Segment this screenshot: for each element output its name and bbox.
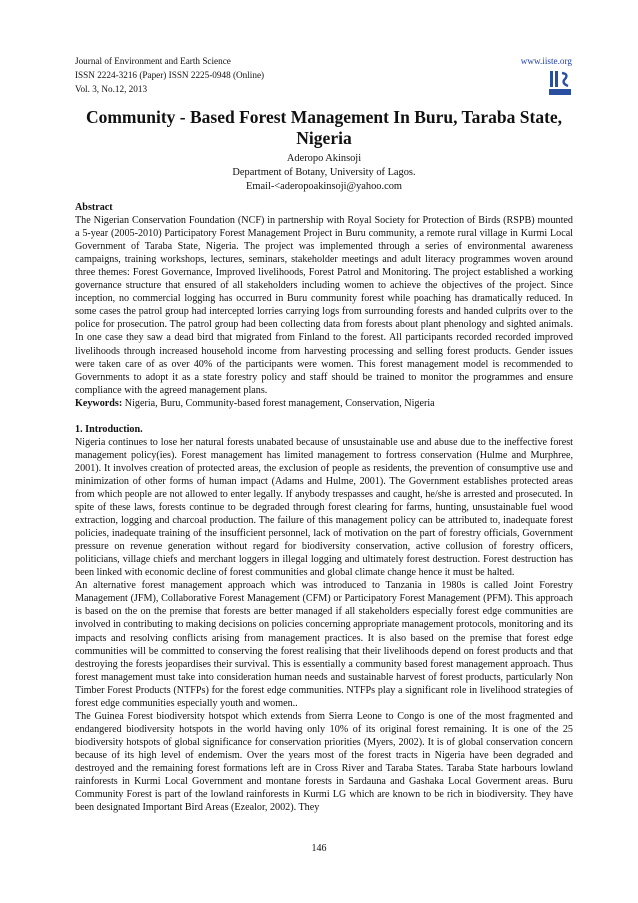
paper-body [75,201,573,814]
title-line-1: Community - Based Forest Management In Buru, Taraba State, [85,107,563,127]
author-name: Aderopo Akinsoji [286,153,362,164]
abstract-text: The Nigerian Conservation Foundation (NCF) in partnership with Royal Society for Protection of Birds (RSPB) mounted a 5-year (2005-2010) Participatory Forest Management Project in Buru community, a remote rural village in Kurmi Local Government of Taraba State, Nigeria. The project was implemented through a series of environmental awareness campaigns, training workshops, lectures, seminars, stakeholder meetings and adult literacy programmes woven around three themes: Forest Governance, Improved livelihoods, Forest Patrol and Monitoring. The project established a working governance structure that ensured of all stakeholders including women to achieve the objectives of the project. Since inception, no commercial logging has occurred in Buru community forest while poaching has dramatically reduced. In some cases the patrol group had intercepted lorries carrying logs from surrounding forests and handed culprits over to the police for prosecution. The patrol group had been collecting data from forests about plant phenology and sighted animals. In one case they saw a dead bird that migrated from Finland to the forest. All participants recorded recorded improved livelihoods through increased household income from harvesting processing and selling forest products. Gender issues were taken care of as over 40% of the participants were women. This forest management model is recommended to Governments to adopt it as a state forestry policy and staff should be trained to monitor the programmes and ensure compliance with the agreed management plans. [75,215,573,396]
keywords-list: Nigeria, Buru, Community-based forest management, Conservation, Nigeria [122,397,435,409]
iiste-logo-icon [548,70,572,96]
intro-paragraph-1: Nigeria continues to lose her natural forests unabated because of unsustainable use and abuse due to the ineffective forest management policy(ies). Forest management has limited management to fortress conservation (Hulme and Murphree, 2001). It involves creation of protected areas, the exclusion of people as residents, the prevention of consumptive use and minimization of other forms of human impact (Adams and Hulme, 2001). The Government establishes protected areas from which people are not allowed to enter legally. If anybody trespasses and caught, he/she is arrested and prosecuted. In spite of these laws, forests continue to be degraded through forest clearing for farms, hunting, unsustainable fuel wood extraction, logging and charcoal production. The failure of this management policy can be attributed to, inadequate forest policies, inadequate training of the insufficient personnel, lack of motivation on the part of forestry officials, Government pressure on revenue generation without regard for biodiversity conservation, active collusion of forestry officers, politicians, village chiefs and merchant loggers in illegal logging and ultimately forest destruction. Forest destruction has been linked with economic decline of forest communities and global climate change hence it must be halted. [75,436,573,579]
intro-paragraph-3: The Guinea Forest biodiversity hotspot which extends from Sierra Leone to Congo is one of the most fragmented and endangered biodiversity hotspots in the world having only 10% of its original forest remaining. It is one of the 25 biodiversity hotspots of global significance for conservation priorities (Myers, 2002). It is of global conservation concern because of its high level of endemism. Over the years most of the forest tracts in Nigeria have been degraded and destroyed and the remaining forest formations left are in Cross River and Taraba States. Taraba State harbours lowland rainforests in Kurmi Local Government and montane forests in Sardauna and Gashaka Local Goverment areas. Buru Community Forest is part of the lowland rainforests in Kurmi LG which are known to be rich in biodiversity. They have been designated Important Bird Areas (Ezealor, 2002). They [75,710,573,814]
paper-title [75,107,573,149]
author-email: Email-<aderopoakinsoji@yahoo.com [246,181,402,192]
title-line-2: Nigeria [296,128,352,148]
page-number: 146 [311,843,327,854]
keywords-label: Keywords: [75,397,123,409]
journal-name: Journal of Environment and Earth Science [75,56,231,66]
author-affiliation: Department of Botany, University of Lagos. [232,167,416,178]
keywords [75,397,573,410]
abstract-heading: Abstract [75,202,113,213]
journal-issn: ISSN 2224-3216 (Paper) ISSN 2225-0948 (Online) [75,70,265,80]
intro-paragraph-2: An alternative forest management approach which was introduced to Tanzania in 1980s is called Joint Forestry Management (JFM), Collaborative Forest Management (CFM) or Participatory Forest Management (PFM). This approach is based on the on the premise that forests are better managed if all stakeholders especially forest edge communities are involved in contributing to making decisions on policies concerning appropriate management protocols, monitoring and its impacts and resolving conflicts arising from management practices. It is also based on the premise that forest edge communities will be committed to conserving the forest realising that their livelihoods depend on forest products and that destroying the forests jeopardises their survival. This is essentially a community based forest management approach. Thus forest management must take into consideration human needs and sustainable harvest of forest products, particularly Non Timber Forest Products (NTFPs) for the forest edge communities. NTFPs play a significant role in livelihood strategies of forest edge communities especially youth and women.. [75,580,573,709]
introduction-heading: 1. Introduction. [75,423,143,435]
journal-url-link[interactable]: www.iiste.org [520,56,572,66]
journal-volume: Vol. 3, No.12, 2013 [75,84,148,94]
